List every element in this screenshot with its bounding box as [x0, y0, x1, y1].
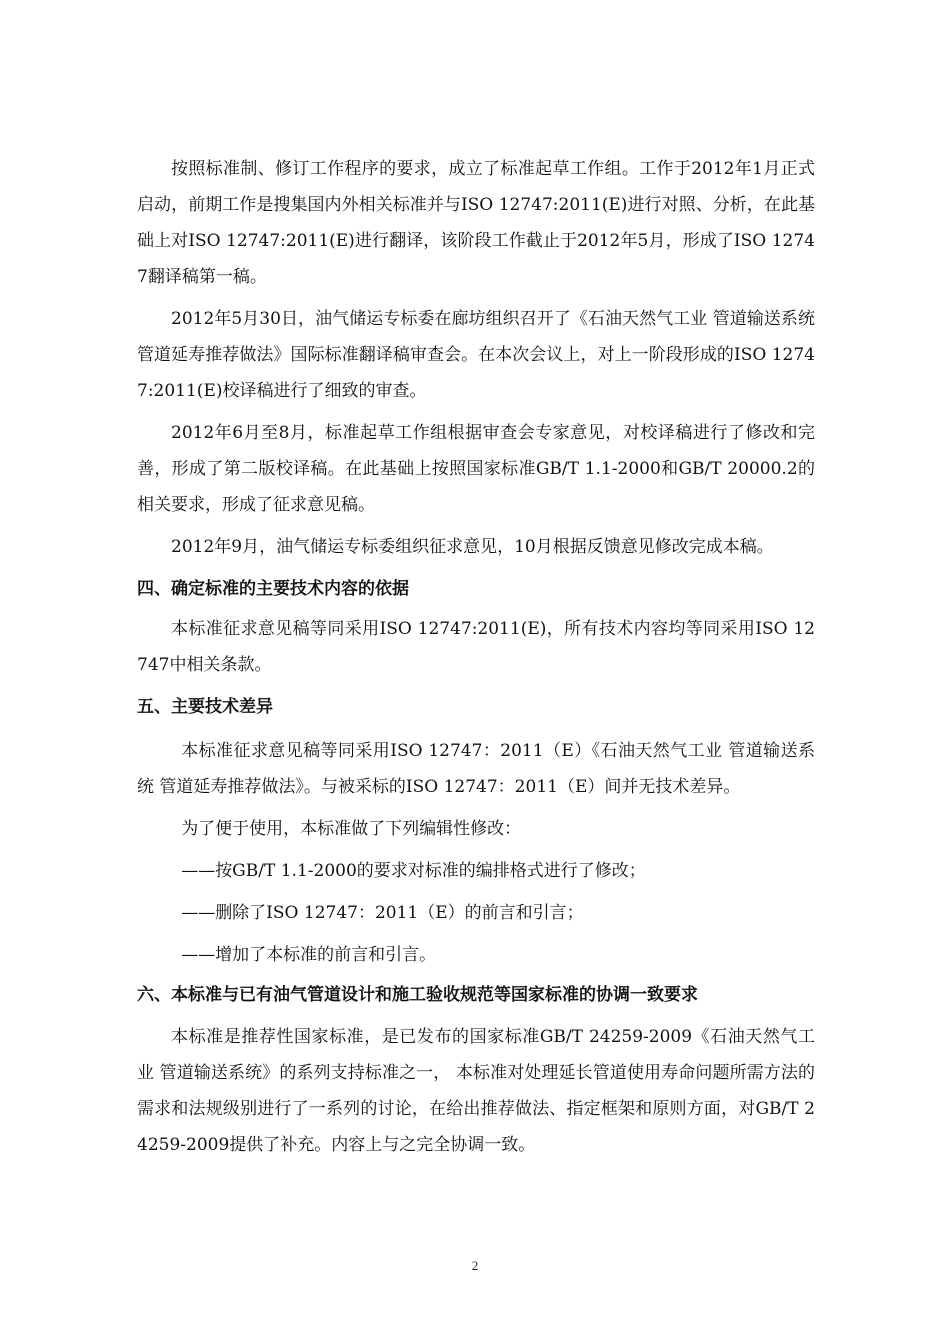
- section-5-heading: 五、主要技术差异: [137, 697, 273, 717]
- list-item: ——删除了ISO 12747：2011（E）的前言和引言；: [181, 903, 584, 923]
- paragraph-consultation: 2012年9月，油气储运专标委组织征求意见，10月根据反馈意见修改完成本稿。: [171, 537, 774, 557]
- section-6-body: 本标准是推荐性国家标准，是已发布的国家标准GB/T 24259-2009《石油天然气工业 管道输送系统》的系列支持标准之一， 本标准对处理延长管道使用寿命问题所需方法的需求和法规级别进行了一系列的讨论，在给出推荐做法、指定框架和原则方面，对GB/T 24259-2009提供了补充。内容上与之完全协调一致。: [137, 1027, 815, 1155]
- document-body: [137, 151, 815, 1163]
- paragraph-revision: 2012年6月至8月，标准起草工作组根据审查会专家意见，对校译稿进行了修改和完善，形成了第二版校译稿。在此基础上按照国家标准GB/T 1.1-2000和GB/T 20000.2的相关要求，形成了征求意见稿。: [137, 423, 815, 515]
- page-number: 2: [471, 1258, 479, 1273]
- section-5-intro: 为了便于使用，本标准做了下列编辑性修改：: [181, 819, 522, 839]
- section-5-body: 本标准征求意见稿等同采用ISO 12747：2011（E）《石油天然气工业 管道输送系统 管道延寿推荐做法》。与被采标的ISO 12747：2011（E）间并无技术差异。: [137, 741, 815, 797]
- section-4-body: 本标准征求意见稿等同采用ISO 12747:2011(E)，所有技术内容均等同采用ISO 12747中相关条款。: [137, 619, 815, 675]
- list-item: ——增加了本标准的前言和引言。: [181, 945, 437, 965]
- list-item: ——按GB/T 1.1-2000的要求对标准的编排格式进行了修改；: [181, 861, 646, 881]
- section-4-heading: 四、确定标准的主要技术内容的依据: [137, 579, 409, 599]
- paragraph-drafting-group: 按照标准制、修订工作程序的要求，成立了标准起草工作组。工作于2012年1月正式启动，前期工作是搜集国内外相关标准并与ISO 12747:2011(E)进行对照、分析，在此基础上对ISO 12747:2011(E)进行翻译，该阶段工作截止于2012年5月，形成了ISO 12747翻译稿第一稿。: [137, 159, 815, 287]
- section-6-heading: 六、本标准与已有油气管道设计和施工验收规范等国家标准的协调一致要求: [137, 985, 698, 1005]
- paragraph-review-meeting: 2012年5月30日，油气储运专标委在廊坊组织召开了《石油天然气工业 管道输送系统 管道延寿推荐做法》国际标准翻译稿审查会。在本次会议上，对上一阶段形成的ISO 12747:2011(E)校译稿进行了细致的审查。: [137, 309, 815, 401]
